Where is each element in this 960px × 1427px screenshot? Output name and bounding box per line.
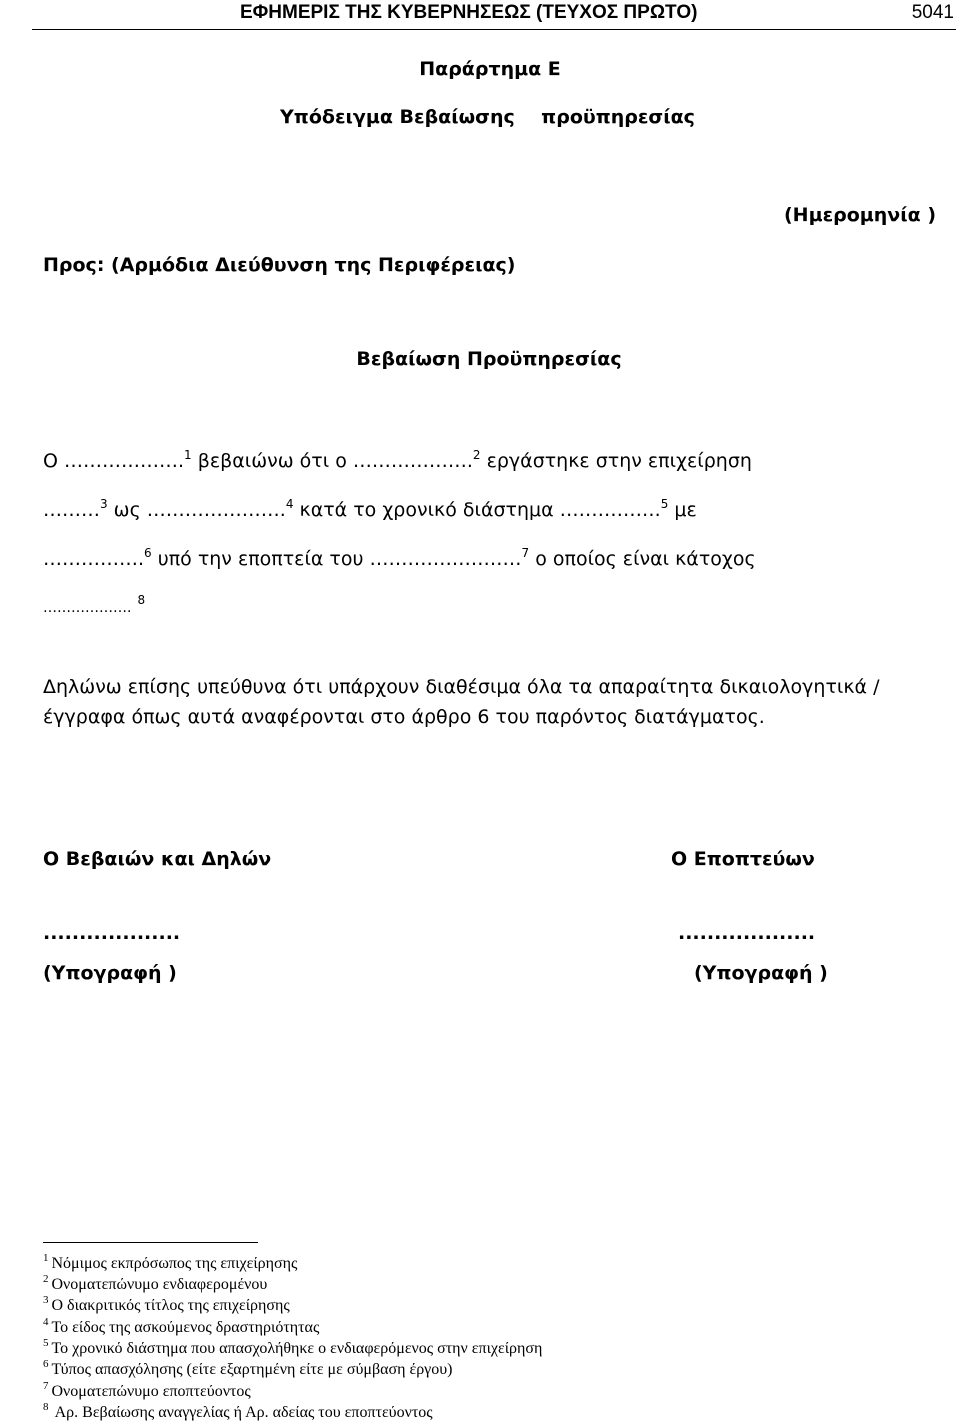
recipient-line: Προς: (Αρμόδια Διεύθυνση της Περιφέρειας) bbox=[43, 254, 516, 276]
signature-left-line: ................... bbox=[43, 922, 181, 944]
footnote-number: 5 bbox=[43, 1337, 49, 1349]
footnote-ref: 4 bbox=[285, 497, 294, 511]
footnote-ref: 1 bbox=[184, 448, 192, 462]
body-text: υπό την εποπτεία του …………………… bbox=[151, 548, 522, 570]
body-line-3 bbox=[43, 548, 756, 570]
body-text: ………………. bbox=[43, 600, 132, 616]
certificate-title: Βεβαίωση Προϋπηρεσίας bbox=[356, 348, 622, 370]
footnote-text: Το είδος της ασκούμενος δραστηριότητας bbox=[51, 1319, 320, 1336]
date-placeholder: (Ημερομηνία ) bbox=[784, 204, 936, 226]
body-text: βεβαιώνω ότι ο ………………. bbox=[191, 450, 473, 472]
body-text: ως …………………. bbox=[107, 499, 286, 521]
body-line-2 bbox=[43, 499, 697, 521]
footnote-number: 8 bbox=[43, 1401, 49, 1413]
body-text: ……… bbox=[43, 499, 100, 521]
body-text: ο οποίος είναι κάτοχος bbox=[529, 548, 756, 570]
footnote-number: 6 bbox=[43, 1358, 49, 1370]
signature-left-label: Ο Βεβαιών και Δηλών bbox=[43, 848, 272, 870]
header-divider bbox=[32, 29, 956, 30]
footnote-text: Νόμιμος εκπρόσωπος της επιχείρησης bbox=[51, 1255, 298, 1272]
body-text: με bbox=[668, 499, 697, 521]
annex-title: Παράρτημα Ε bbox=[419, 58, 561, 80]
body-text: ……………. bbox=[43, 548, 145, 570]
body-line-1 bbox=[43, 450, 752, 472]
footnote-6 bbox=[43, 1358, 453, 1379]
footnote-ref: 5 bbox=[660, 497, 669, 511]
footnote-number: 7 bbox=[43, 1380, 49, 1392]
footnote-text: Ονοματεπώνυμο εποπτεύοντος bbox=[51, 1383, 251, 1400]
footnote-1 bbox=[43, 1252, 298, 1273]
footnote-text: Ονοματεπώνυμο ενδιαφερομένου bbox=[51, 1276, 268, 1293]
signature-right-caption: (Υπογραφή ) bbox=[694, 962, 828, 984]
page-number: 5041 bbox=[911, 2, 954, 23]
body-line-4 bbox=[43, 593, 146, 616]
signature-right-label: Ο Εποπτεύων bbox=[671, 848, 815, 870]
body-text: κατά το χρονικό διάστημα ……………. bbox=[293, 499, 661, 521]
footnote-ref: 6 bbox=[144, 546, 152, 560]
body-text: εργάστηκε στην επιχείρηση bbox=[480, 450, 752, 472]
footnote-5 bbox=[43, 1337, 543, 1358]
signature-right-line: ................... bbox=[678, 922, 816, 944]
footnote-text: Αρ. Βεβαίωσης αναγγελίας ή Αρ. αδείας του εποπτεύοντος bbox=[51, 1404, 433, 1421]
footnote-divider bbox=[43, 1242, 258, 1243]
signature-left-caption: (Υπογραφή ) bbox=[43, 962, 177, 984]
footnote-8 bbox=[43, 1401, 433, 1422]
footnote-ref: 2 bbox=[472, 448, 481, 462]
footnote-number: 3 bbox=[43, 1294, 49, 1306]
footnote-number: 1 bbox=[43, 1252, 49, 1264]
footnote-ref: 8 bbox=[137, 593, 146, 607]
body-text: Ο ………………. bbox=[43, 450, 185, 472]
footnote-ref: 3 bbox=[100, 497, 108, 511]
footnote-text: Το χρονικό διάστημα που απασχολήθηκε ο ενδιαφερόμενος στην επιχείρηση bbox=[51, 1340, 543, 1357]
footnote-number: 2 bbox=[43, 1273, 49, 1285]
declaration-paragraph: Δηλώνω επίσης υπεύθυνα ότι υπάρχουν διαθέσιμα όλα τα απαραίτητα δικαιολογητικά / έγγραφα όπως αυτά αναφέρονται στο άρθρο 6 του παρόντος διατάγματος. bbox=[43, 676, 880, 728]
footnote-ref: 7 bbox=[521, 546, 530, 560]
document-subtitle: Υπόδειγμα Βεβαίωσης προϋπηρεσίας bbox=[280, 106, 695, 128]
footnote-number: 4 bbox=[43, 1316, 49, 1328]
footnote-3 bbox=[43, 1294, 290, 1315]
footnote-7 bbox=[43, 1380, 251, 1401]
gazette-header-title: ΕΦΗΜΕΡΙΣ ΤΗΣ ΚΥΒΕΡΝΗΣΕΩΣ (ΤΕΥΧΟΣ ΠΡΩΤΟ) bbox=[240, 2, 698, 23]
footnote-text: Ο διακριτικός τίτλος της επιχείρησης bbox=[51, 1297, 290, 1314]
footnote-2 bbox=[43, 1273, 268, 1294]
footnote-text: Τύπος απασχόλησης (είτε εξαρτημένη είτε με σύμβαση έργου) bbox=[51, 1361, 453, 1378]
footnote-4 bbox=[43, 1316, 320, 1337]
